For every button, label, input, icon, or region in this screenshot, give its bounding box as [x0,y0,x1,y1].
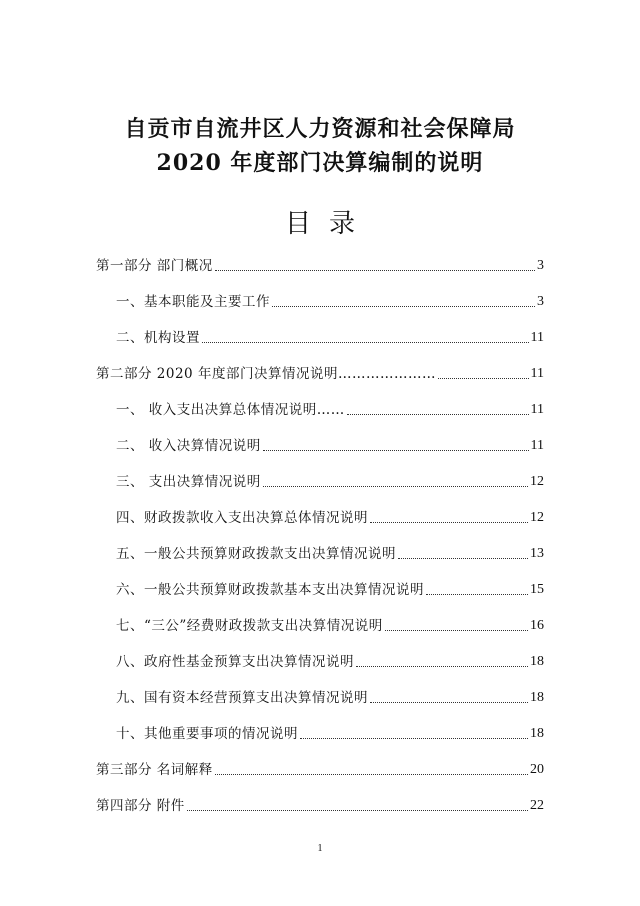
toc-leader-dots [187,809,528,811]
toc-row-4[interactable] [96,396,544,420]
toc-leader-dots [370,701,528,703]
toc-label: 七、“三公”经费财政拨款支出决算情况说明 [116,618,383,634]
toc-page-number: 11 [530,366,544,381]
toc-row-10[interactable] [96,612,544,636]
toc-leader-dots [272,305,535,307]
title-line-2: 2020 年度部门决算编制的说明 [156,150,484,176]
toc-leader-dots [438,377,529,379]
toc-row-13[interactable] [96,720,544,744]
toc-row-11[interactable] [96,648,544,672]
title-line-1: 自贡市自流井区人力资源和社会保障局 [124,116,516,142]
toc-leader-dots [263,485,528,487]
toc-page-number: 11 [530,330,544,345]
toc-page-number: 3 [537,258,544,273]
toc-row-5[interactable] [96,432,544,456]
toc-leader-dots [426,593,528,595]
toc-page-number: 20 [530,762,544,777]
toc-label: 二、机构设置 [116,330,200,346]
toc-label: 六、一般公共预算财政拨款基本支出决算情况说明 [116,582,424,598]
toc-label: 十、其他重要事项的情况说明 [116,726,298,742]
toc-leader-dots [263,449,529,451]
toc-page-number: 16 [530,618,544,633]
toc-page-number: 12 [530,474,544,489]
toc-heading: 目录 [284,209,373,239]
toc-leader-dots [202,341,529,343]
toc-page-number: 18 [530,726,544,741]
toc-row-0[interactable] [96,252,544,276]
toc-label: 二、 收入决算情况说明 [116,438,261,454]
toc-label: 第二部分 2020 年度部门决算情况说明………………… [96,366,436,382]
toc-row-1[interactable] [96,288,544,312]
toc-page-number: 18 [530,654,544,669]
toc-page-number: 18 [530,690,544,705]
toc-page-number: 22 [530,798,544,813]
toc-row-2[interactable] [96,324,544,348]
toc-leader-dots [300,737,528,739]
toc-label: 第四部分 附件 [96,798,185,814]
toc-leader-dots [356,665,528,667]
toc-label: 三、 支出决算情况说明 [116,474,261,490]
toc-row-12[interactable] [96,684,544,708]
toc-label: 第一部分 部门概况 [96,258,213,274]
toc-row-8[interactable] [96,540,544,564]
toc-row-9[interactable] [96,576,544,600]
toc-label: 八、政府性基金预算支出决算情况说明 [116,654,354,670]
toc-page-number: 12 [530,510,544,525]
toc-page-number: 3 [537,294,544,309]
toc-leader-dots [215,773,528,775]
toc-label: 四、财政拨款收入支出决算总体情况说明 [116,510,368,526]
toc-leader-dots [398,557,528,559]
toc-label: 五、一般公共预算财政拨款支出决算情况说明 [116,546,396,562]
toc-leader-dots [385,629,528,631]
toc-label: 一、基本职能及主要工作 [116,294,270,310]
toc-page-number: 13 [530,546,544,561]
toc-page-number: 11 [530,402,544,417]
toc-page-number: 11 [530,438,544,453]
toc-label: 第三部分 名词解释 [96,762,213,778]
toc-leader-dots [347,413,529,415]
toc-row-15[interactable] [96,792,544,816]
toc-leader-dots [215,269,535,271]
toc-leader-dots [370,521,528,523]
toc-row-14[interactable] [96,756,544,780]
toc-page-number: 15 [530,582,544,597]
document-title [0,112,640,180]
page-number: 1 [317,843,323,854]
toc-label: 一、 收入支出决算总体情况说明…… [116,402,345,418]
toc-row-6[interactable] [96,468,544,492]
toc-label: 九、国有资本经营预算支出决算情况说明 [116,690,368,706]
toc-row-7[interactable] [96,504,544,528]
toc-row-3[interactable] [96,360,544,384]
